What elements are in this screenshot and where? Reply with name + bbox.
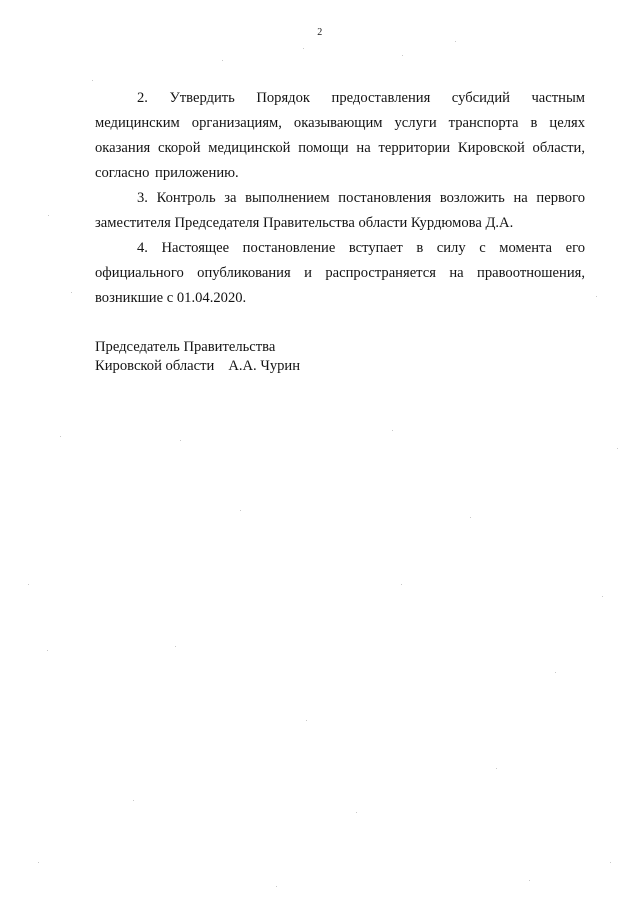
page-number: 2 — [317, 27, 323, 38]
signatory-name: А.А. Чурин — [228, 358, 301, 374]
signature-block — [95, 338, 300, 376]
signatory-region-line — [95, 357, 300, 376]
paragraph-control: 3. Контроль за выполнением постановления возложить на первого заместителя Председателя Правительства области Курдюмова Д.А. — [95, 190, 585, 231]
signatory-title: Председатель Правительства — [95, 339, 276, 355]
paragraph-entry-into-force: 4. Настоящее постановление вступает в силу с момента его официального опубликования и распространяется на правоотношения, возникшие с 01.04.2020. — [95, 240, 585, 306]
document-body — [95, 86, 585, 311]
signatory-region: Кировской области — [95, 358, 215, 374]
paragraph-approve-procedure: 2. Утвердить Порядок предоставления субсидий частным медицинским организациям, оказывающим услуги транспорта в целях оказания скорой медицинской помощи на территории Кировской области, согласно приложению. — [95, 90, 585, 181]
